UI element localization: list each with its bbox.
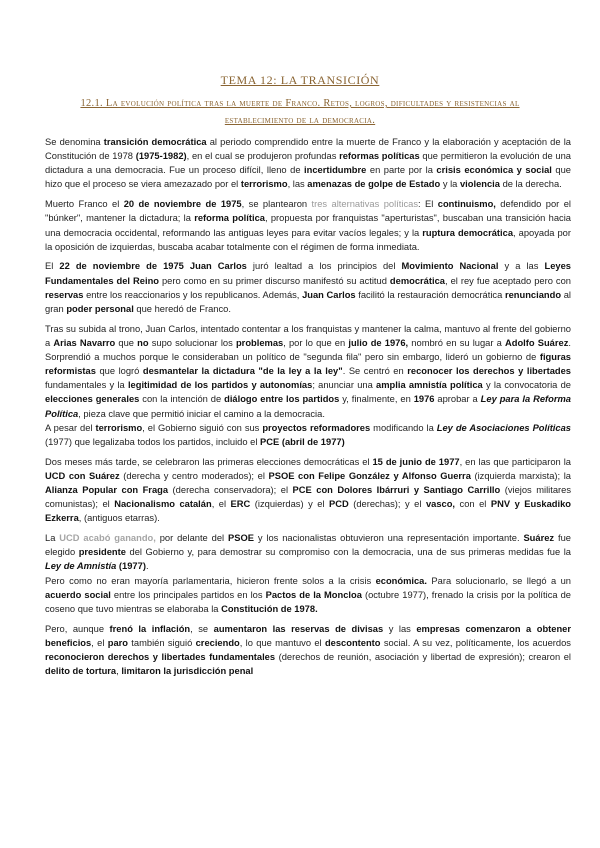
text-run: , el rey fue aceptado pero con bbox=[444, 275, 571, 286]
bold-text: Adolfo Suárez bbox=[505, 337, 569, 348]
bold-text: julio de 1976, bbox=[348, 337, 409, 348]
text-run: Dos meses más tarde, se celebraron las primeras elecciones democráticas el bbox=[45, 456, 373, 467]
bold-text: empresas comenzaron a obtener beneficios bbox=[45, 623, 572, 648]
paragraph bbox=[45, 455, 571, 526]
text-run: y la convocatoria de bbox=[482, 380, 571, 391]
text-run: (izquierda marxista); la bbox=[470, 470, 571, 481]
text-run: (derechas); y el bbox=[348, 499, 426, 510]
text-run: supo solucionar los bbox=[148, 337, 236, 348]
text-run: , (antiguos etarras). bbox=[78, 513, 160, 524]
highlight-text: tres alternativas políticas bbox=[311, 199, 418, 210]
text-run: . Sorprendió a muchos porque le consideraban un político de "segunda fila" pero sin embargo, lideró un gobierno de bbox=[45, 337, 571, 362]
text-run: , propuesta por franquistas "aperturistas", buscaban una transición hacia una democracia occidental, reformando las antiguas leyes para evitar vacíos legales; y la bbox=[45, 213, 571, 238]
text-run: juró lealtad a los principios del bbox=[246, 261, 402, 272]
bold-text: problemas bbox=[235, 337, 284, 348]
text-run: modificando la bbox=[370, 422, 437, 433]
bold-text: elecciones generales bbox=[45, 394, 140, 405]
text-run: social. A su vez, políticamente, los acuerdos bbox=[380, 637, 571, 648]
bold-text: terrorismo bbox=[240, 179, 288, 190]
text-run: pero como en su primer discurso manifestó su actitud bbox=[158, 275, 390, 286]
text-run: nombró en su lugar a bbox=[408, 337, 505, 348]
bold-italic-text: Ley de Amnistía bbox=[45, 561, 117, 572]
bold-text: figuras reformistas bbox=[45, 351, 571, 377]
text-run: , apoyada por la oposición de izquierdas, buscaba acabar totalmente con el régimen de forma inmediata. bbox=[45, 227, 571, 252]
paragraph bbox=[45, 622, 571, 679]
text-run: (izquierdas) y el bbox=[250, 499, 330, 510]
paragraph bbox=[45, 574, 571, 616]
text-run: (derecha conservadora); el bbox=[168, 484, 293, 495]
page-subtitle: 12.1. La evolución política tras la muerte de Franco. Retos, logros, dificultades y resistencias al establecimiento de la democracia. bbox=[80, 98, 520, 126]
text-run: en parte por la bbox=[366, 165, 437, 176]
bold-text: Alianza Popular con Fraga bbox=[45, 484, 169, 495]
bold-text: Movimiento Nacional bbox=[401, 261, 499, 272]
bold-text: amplia amnistía política bbox=[376, 380, 483, 391]
bold-text: presidente bbox=[78, 547, 126, 558]
text-run: , en el cual se produjeron profundas bbox=[186, 151, 340, 162]
paragraph bbox=[45, 135, 571, 192]
paragraph bbox=[45, 259, 571, 316]
bold-text: legitimidad de los partidos y autonomías bbox=[127, 380, 313, 391]
text-run: , el bbox=[91, 637, 108, 648]
text-run: : El bbox=[418, 199, 438, 210]
text-run: de la derecha. bbox=[499, 179, 562, 190]
text-run: , pieza clave que permitió iniciar el camino a la democracia. bbox=[78, 408, 325, 419]
text-run: Muerto Franco el bbox=[45, 199, 124, 210]
bold-text: Leyes Fundamentales del Reino bbox=[45, 261, 571, 286]
bold-text: limitaron la jurisdicción penal bbox=[121, 666, 254, 677]
bold-text: 22 de noviembre de 1975 Juan Carlos bbox=[59, 261, 247, 272]
bold-text: (1975-1982) bbox=[135, 151, 187, 162]
bold-text: Juan Carlos bbox=[302, 289, 356, 300]
bold-text: creciendo bbox=[195, 637, 240, 648]
text-run: fundamentales y la bbox=[45, 380, 128, 391]
bold-text: descontento bbox=[324, 637, 381, 648]
bold-text: acuerdo social bbox=[45, 589, 111, 600]
text-run: y las bbox=[383, 623, 417, 634]
bold-text: amenazas de golpe de Estado bbox=[307, 179, 441, 190]
text-run: facilitó la restauración democrática bbox=[355, 289, 505, 300]
text-run: ; anunciar una bbox=[312, 380, 377, 391]
bold-text: paro bbox=[107, 637, 128, 648]
bold-text: (1977) bbox=[118, 561, 146, 572]
bold-text: terrorismo bbox=[95, 422, 143, 433]
bold-text: frenó la inflación bbox=[109, 623, 191, 634]
text-run: El bbox=[45, 261, 60, 272]
bold-text: Nacionalismo catalán bbox=[114, 499, 212, 510]
bold-text: poder personal bbox=[66, 303, 134, 314]
bold-text: aumentaron las reservas de divisas bbox=[213, 623, 384, 634]
bold-text: democrática bbox=[389, 275, 445, 286]
text-run: al gran bbox=[45, 289, 571, 314]
page-title: TEMA 12: LA TRANSICIÓN bbox=[220, 73, 380, 87]
text-run: . Se centró en bbox=[342, 366, 408, 377]
text-run: que bbox=[115, 337, 138, 348]
text-run: que heredó de Franco. bbox=[133, 303, 231, 314]
bold-text: 20 de noviembre de 1975 bbox=[123, 199, 242, 210]
text-run: fue elegido bbox=[45, 533, 571, 558]
paragraph bbox=[45, 197, 571, 254]
text-run: y los nacionalistas obtuvieron una representación importante. bbox=[253, 533, 524, 544]
text-run: , el bbox=[211, 499, 231, 510]
text-run: Se denomina bbox=[45, 137, 104, 147]
text-run: Pero, aunque bbox=[45, 623, 110, 634]
text-run: del Gobierno y, para demostrar su compromiso con la democracia, una de sus primeras medidas fue la bbox=[125, 547, 571, 558]
text-run: aprobar a bbox=[434, 394, 481, 405]
text-run: , las bbox=[287, 179, 308, 190]
highlight-text: UCD acabó ganando, bbox=[59, 533, 156, 544]
paragraph bbox=[45, 322, 571, 421]
bold-text: vasco, bbox=[425, 499, 456, 510]
bold-text: PCE (abril de 1977) bbox=[260, 436, 345, 447]
text-run: , se bbox=[190, 623, 214, 634]
text-run: . bbox=[145, 561, 149, 572]
document-body bbox=[45, 135, 571, 684]
text-run: entre los reaccionarios y los republicanos. Además, bbox=[83, 289, 303, 300]
text-run: , lo que mantuvo el bbox=[239, 637, 325, 648]
bold-text: reconocer los derechos y libertades bbox=[407, 366, 571, 377]
text-run: que logró bbox=[95, 366, 143, 377]
bold-text: delito de tortura bbox=[45, 666, 117, 677]
bold-text: Constitución de 1978. bbox=[221, 603, 318, 614]
text-run: por delante del bbox=[155, 533, 228, 544]
text-run: con la intención de bbox=[139, 394, 225, 405]
bold-text: reservas bbox=[45, 289, 84, 300]
text-run: , bbox=[116, 666, 122, 677]
bold-text: no bbox=[137, 337, 149, 348]
bold-text: PCE con Dolores Ibárruri y Santiago Carrillo bbox=[292, 484, 501, 495]
bold-text: continuismo, bbox=[437, 199, 496, 210]
bold-text: reconocieron derechos y libertades fundamentales bbox=[45, 651, 276, 662]
text-run: y a las bbox=[498, 261, 545, 272]
text-run: (derecha y centro moderados); el bbox=[119, 470, 269, 481]
bold-text: Arias Navarro bbox=[53, 337, 116, 348]
text-run: (derechos de reunión, asociación y libertad de expresión); crearon el bbox=[275, 651, 571, 662]
text-run: Tras su subida al trono, Juan Carlos, intentado contentar a los franquistas y mantener la calma, mantuvo al frente del gobierno a bbox=[45, 323, 571, 348]
bold-text: 1976 bbox=[413, 394, 435, 405]
text-run: y, finalmente, en bbox=[339, 394, 414, 405]
bold-text: incertidumbre bbox=[304, 165, 367, 176]
bold-text: reforma política bbox=[194, 213, 265, 224]
text-run: que permitieron la evolución de una dictadura a una democracia. Fue un proceso difícil, lleno de bbox=[45, 151, 571, 176]
text-run: (1977) que legalizaba todos los partidos, incluido el bbox=[45, 436, 261, 447]
text-run: Para solucionarlo, se llegó a un bbox=[426, 575, 571, 586]
text-run: (viejos militares comunistas); el bbox=[45, 484, 572, 510]
bold-text: transición democrática bbox=[103, 137, 207, 147]
bold-text: violencia bbox=[459, 179, 500, 190]
bold-text: Pactos de la Moncloa bbox=[265, 589, 362, 600]
text-run: , el Gobierno siguió con sus bbox=[142, 422, 263, 433]
text-run: Pero como no eran mayoría parlamentaria, hicieron frente solos a la crisis bbox=[45, 575, 376, 586]
bold-text: económica. bbox=[375, 575, 427, 586]
text-run: , por lo que en bbox=[283, 337, 349, 348]
bold-text: reformas políticas bbox=[339, 151, 420, 162]
bold-italic-text: Ley de Asociaciones Políticas bbox=[436, 422, 571, 433]
bold-text: proyectos reformadores bbox=[262, 422, 371, 433]
bold-text: diálogo entre los partidos bbox=[224, 394, 340, 405]
bold-text: PCD bbox=[329, 499, 349, 510]
text-run: , se plantearon bbox=[241, 199, 312, 210]
bold-text: Suárez bbox=[523, 533, 555, 544]
text-run: A pesar del bbox=[45, 422, 96, 433]
text-run: , en las que participaron la bbox=[459, 456, 571, 467]
text-run: y la bbox=[440, 179, 460, 190]
text-run: con el bbox=[455, 499, 491, 510]
text-run: entre los principales partidos en los bbox=[110, 589, 266, 600]
bold-text: PNV y Euskadiko Ezkerra bbox=[45, 499, 571, 524]
bold-text: desmantelar la dictadura "de la ley a la ley" bbox=[142, 366, 343, 377]
bold-text: PSOE bbox=[228, 533, 254, 544]
bold-text: ERC bbox=[230, 499, 251, 510]
text-run: también siguió bbox=[127, 637, 196, 648]
text-run: que hizo que el proceso se viera amezazado por el bbox=[45, 165, 571, 190]
bold-text: 15 de junio de 1977 bbox=[372, 456, 460, 467]
paragraph bbox=[45, 421, 571, 449]
paragraph bbox=[45, 531, 571, 573]
text-run: defendido por el "búnker", mantener la dictadura; la bbox=[45, 199, 571, 224]
bold-text: PSOE con Felipe González y Alfonso Guerra bbox=[268, 470, 471, 481]
bold-italic-text: Ley para la Reforma Política bbox=[45, 394, 571, 419]
bold-text: renunciando bbox=[504, 289, 562, 300]
bold-text: UCD con Suárez bbox=[45, 470, 120, 481]
text-run: La bbox=[45, 533, 60, 544]
bold-text: crisis económica y social bbox=[436, 165, 552, 176]
text-run: (octubre 1977), frenado la crisis por la política de coseno que tuvo mientras se elaboraba la bbox=[45, 589, 571, 614]
bold-text: ruptura democrática bbox=[422, 227, 514, 238]
text-run: al periodo comprendido entre la muerte de Franco y la elaboración y aceptación de la Constitución de 1978 bbox=[45, 137, 571, 162]
